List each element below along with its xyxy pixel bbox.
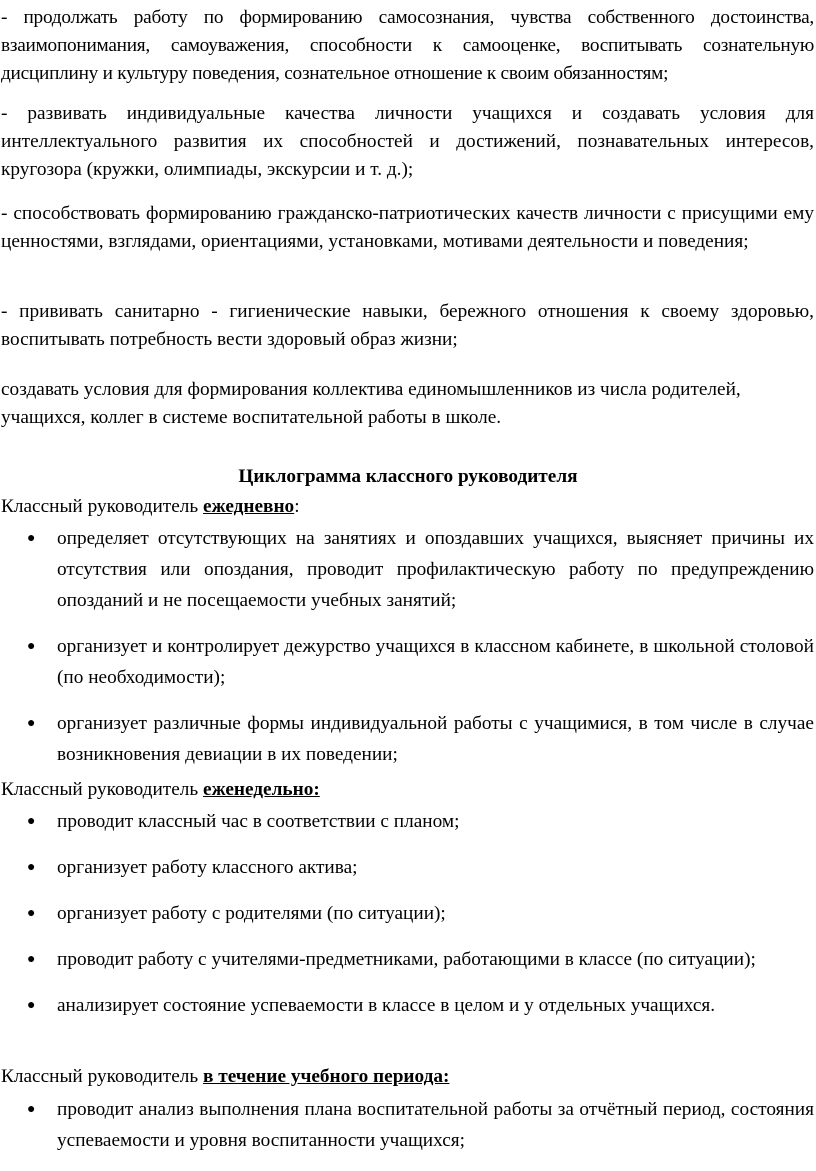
daily-label-emphasis: ежедневно [203, 496, 295, 517]
list-item-text: проводит классный час в соответствии с планом; [57, 811, 460, 832]
daily-list [0, 523, 814, 785]
intro-paragraph-2: - развивать индивидуальные качества личности учащихся и создавать условия для интеллектуального развития их способностей и достижений, познавательных интересов, кругозора (кружки, олимпиады, экскурсии и т. д.); [1, 103, 814, 180]
bullet-icon: ● [27, 531, 36, 546]
bullet-icon: ● [27, 952, 36, 967]
bullet-icon: ● [27, 906, 36, 921]
period-label-prefix: Классный руководитель [1, 1066, 204, 1087]
list-item [0, 944, 814, 975]
list-item-text: организует работу с родителями (по ситуации); [57, 903, 446, 924]
list-item-text: организует и контролирует дежурство учащихся в классном кабинете, в школьной столовой (по необходимости); [57, 636, 814, 688]
period-section-label [1, 1063, 449, 1091]
weekly-label-emphasis: еженедельно: [203, 779, 320, 800]
list-item-text: проводит работу с учителями-предметниками, работающими в классе (по ситуации); [57, 949, 756, 970]
bullet-icon: ● [27, 716, 36, 731]
list-item [0, 708, 814, 770]
list-item-text: организует различные формы индивидуальной работы с учащимися, в том числе в случае возникновения девиации в их поведении; [57, 713, 814, 765]
list-item-text: организует работу классного актива; [57, 857, 358, 878]
list-item [0, 631, 814, 693]
bullet-icon: ● [27, 1102, 36, 1117]
list-item [0, 1094, 814, 1156]
bullet-icon: ● [27, 639, 36, 654]
intro-paragraph-5: создавать условия для формирования коллектива единомышленников из числа родителей, учащихся, коллег в системе воспитательной работы в школе. [1, 379, 741, 428]
weekly-label-prefix: Классный руководитель [1, 779, 204, 800]
period-list [0, 1094, 814, 1171]
daily-label-prefix: Классный руководитель [1, 496, 204, 517]
weekly-list [0, 806, 814, 1036]
list-item [0, 806, 814, 837]
bullet-icon: ● [27, 814, 36, 829]
intro-paragraph-4: - прививать санитарно - гигиенические навыки, бережного отношения к своему здоровью, воспитывать потребность вести здоровый образ жизни; [1, 301, 814, 350]
weekly-section-label [1, 776, 320, 804]
daily-label-suffix: : [294, 496, 300, 517]
bullet-icon: ● [27, 998, 36, 1013]
bullet-icon: ● [27, 860, 36, 875]
period-label-emphasis: в течение учебного периода: [203, 1066, 450, 1087]
intro-paragraph-1: - продолжать работу по формированию самосознания, чувства собственного достоинства, взаимопонимания, самоуважения, способности к самооценке, воспитывать сознательную дисциплину и культуру поведения, сознательное отношение к своим обязанностям; [1, 7, 814, 84]
list-item-text: анализирует состояние успеваемости в классе в целом и у отдельных учащихся. [57, 995, 716, 1016]
list-item-text: определяет отсутствующих на занятиях и опоздавших учащихся, выясняет причины их отсутствия или опоздания, проводит профилактическую работу по предупреждению опозданий и не посещаемости учебных занятий; [57, 528, 814, 611]
list-item [0, 523, 814, 616]
intro-paragraph-3: - способствовать формированию гражданско-патриотических качеств личности с присущими ему ценностями, взглядами, ориентациями, установками, мотивами деятельности и поведения; [1, 203, 814, 252]
list-item [0, 852, 814, 883]
daily-section-label [1, 493, 300, 521]
section-heading: Циклограмма классного руководителя [238, 466, 578, 487]
list-item [0, 990, 814, 1021]
list-item [0, 898, 814, 929]
list-item-text: проводит анализ выполнения плана воспитательной работы за отчётный период, состояния успеваемости и уровня воспитанности учащихся; [57, 1099, 814, 1151]
